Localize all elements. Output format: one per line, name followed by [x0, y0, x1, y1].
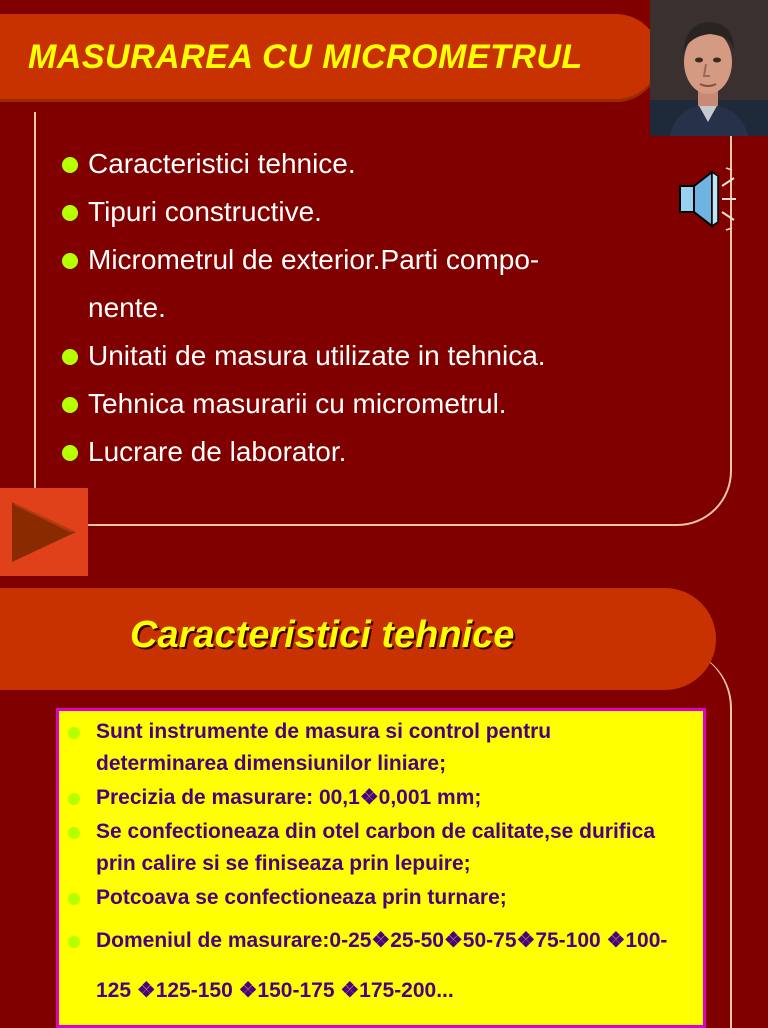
bullet-dot-icon	[62, 349, 78, 365]
author-photo	[650, 0, 768, 136]
bullet-item: Domeniul de masurare:0-25❖25-50❖50-75❖75-100 ❖100-125 ❖125-150 ❖150-175 ❖175-200...	[66, 916, 686, 1016]
speaker-icon[interactable]	[672, 166, 740, 232]
bullet-dot-icon	[62, 253, 78, 269]
portrait-image	[650, 0, 768, 136]
bullet-item: Caracteristici tehnice.	[60, 140, 680, 188]
slide-2-bullet-list	[66, 716, 686, 1018]
slide-1-title: MASURAREA CU MICROMETRUL	[28, 38, 583, 76]
bullet-item: Tipuri constructive.	[60, 188, 680, 236]
bullet-dot-icon	[68, 827, 80, 839]
bullet-dot-icon	[62, 445, 78, 461]
bullet-item-continuation: nente.	[88, 292, 166, 323]
bullet-dot-icon	[62, 157, 78, 173]
bullet-item: Precizia de masurare: 00,1❖0,001 mm;	[66, 782, 686, 814]
play-triangle-icon	[0, 488, 88, 576]
bullet-dot-icon	[68, 893, 80, 905]
bullet-item: Potcoava se confectioneaza prin turnare;	[66, 882, 686, 914]
slide-2	[0, 588, 768, 1024]
bullet-item: Lucrare de laborator.	[60, 428, 680, 476]
bullet-dot-icon	[68, 936, 80, 948]
bullet-dot-icon	[68, 793, 80, 805]
slide-2-title: Caracteristici tehnice	[130, 614, 515, 656]
bullet-item: Sunt instrumente de masura si control pentru determinarea dimensiunilor liniare;	[66, 716, 686, 780]
next-slide-button[interactable]	[0, 488, 88, 576]
bullet-item: Unitati de masura utilizate in tehnica.	[60, 332, 680, 380]
bullet-item: Micrometrul de exterior.Parti compo-	[60, 236, 680, 284]
bullet-dot-icon	[68, 727, 80, 739]
bullet-dot-icon	[62, 397, 78, 413]
bullet-dot-icon	[62, 205, 78, 221]
slide-1-bullet-list	[60, 140, 680, 476]
bullet-item: Tehnica masurarii cu micrometrul.	[60, 380, 680, 428]
bullet-item: Se confectioneaza din otel carbon de calitate,se durifica prin calire si se finiseaza prin lepuire;	[66, 816, 686, 880]
